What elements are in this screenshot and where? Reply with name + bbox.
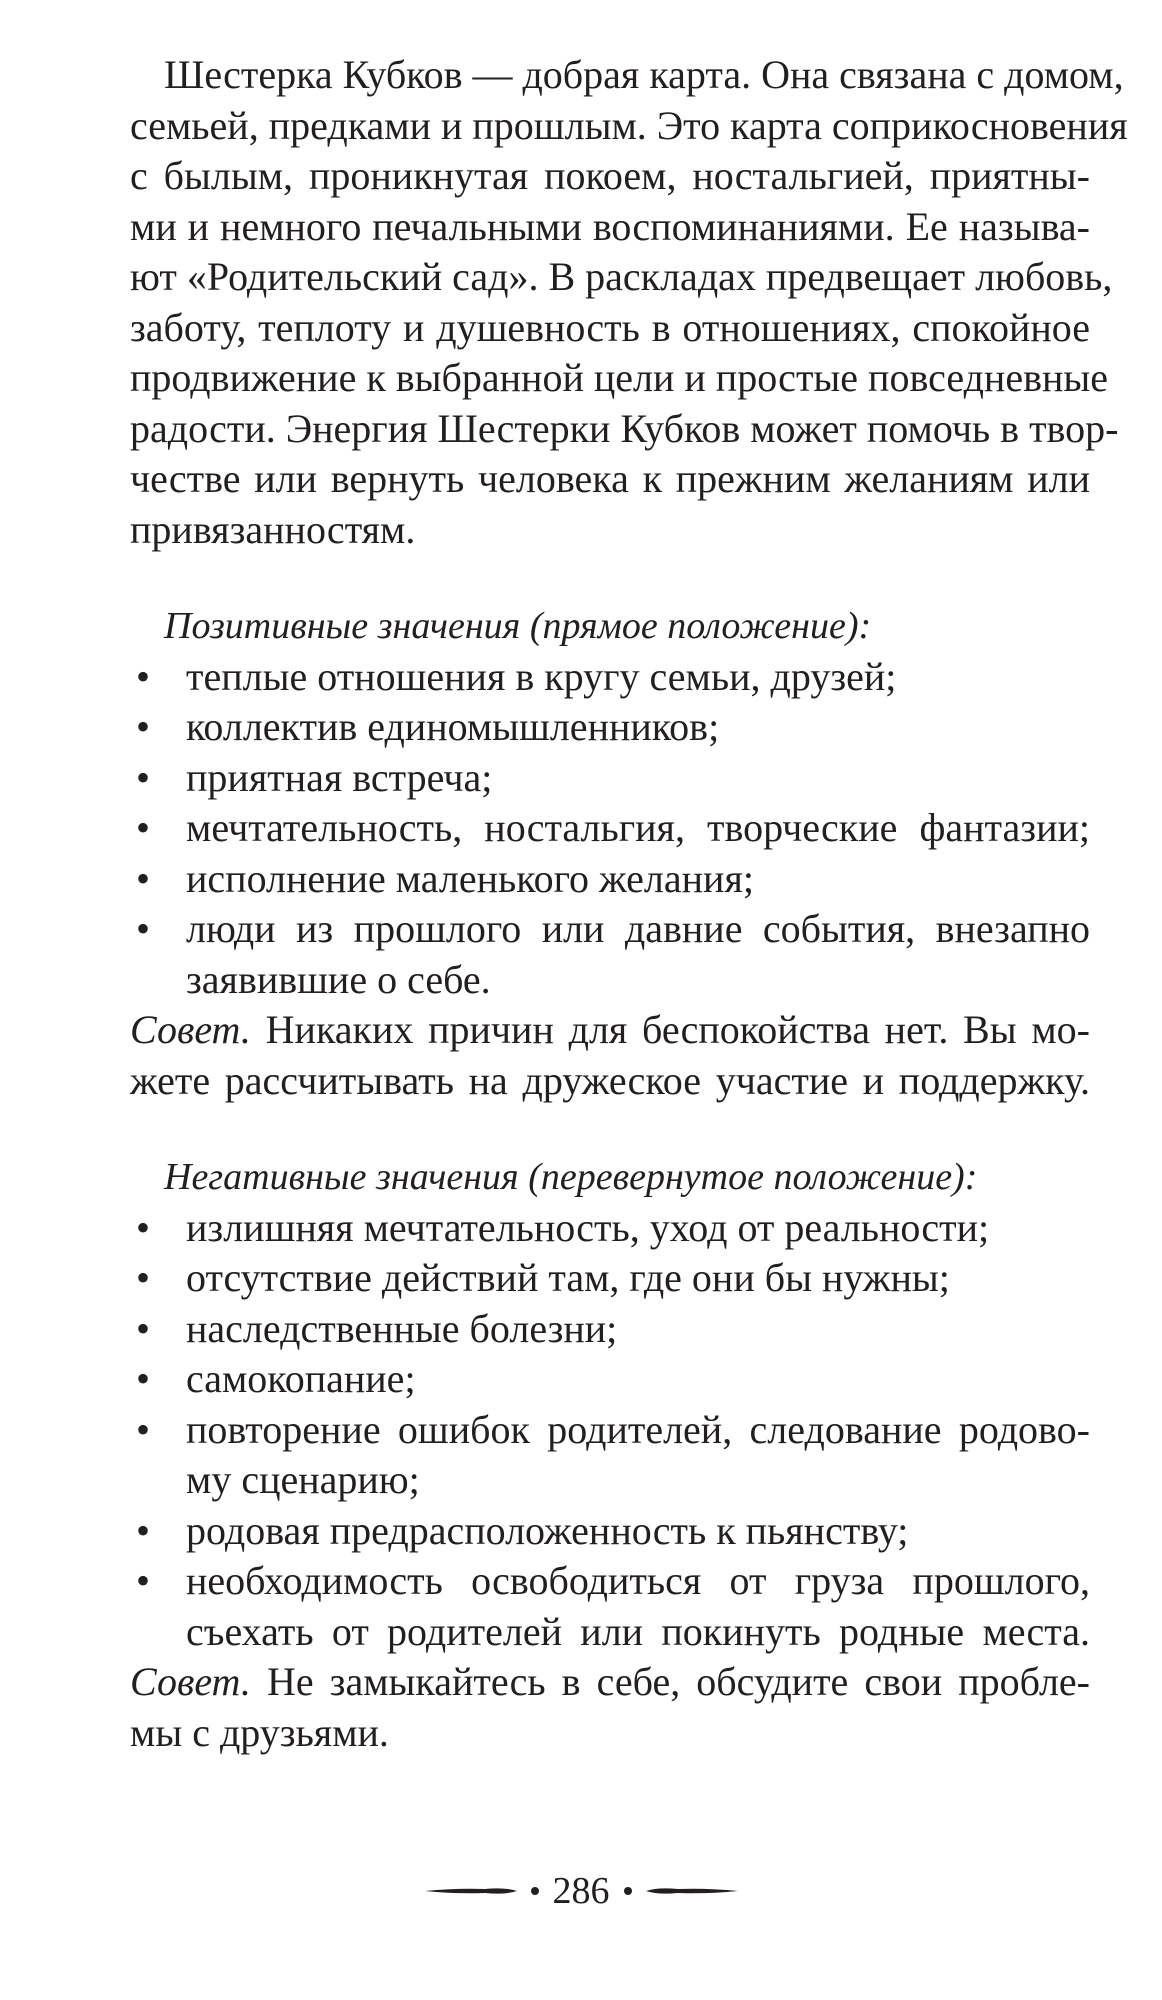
bullet-icon: • xyxy=(136,1204,151,1250)
advice-line: мы с друзьями. xyxy=(130,1709,389,1755)
list-item-line: исполнение маленького желания; xyxy=(186,855,754,901)
bullet-icon: • xyxy=(136,754,151,800)
list-item-line: люди из прошлого или давние события, внезапно xyxy=(186,906,1090,951)
list-item xyxy=(130,1556,1090,1657)
list-item xyxy=(130,753,1090,804)
intro-line: честве или вернуть человека к прежним желаниям или xyxy=(130,456,1090,501)
intro-line: семьей, предками и прошлым. Это карта соприкосновения xyxy=(130,102,1128,148)
footer-dot-icon xyxy=(624,1887,632,1895)
advice-line xyxy=(130,1005,1090,1056)
list-item-line: му сценарию; xyxy=(186,1457,420,1502)
negative-list xyxy=(130,1203,1090,1658)
list-item xyxy=(130,1506,1090,1557)
bullet-icon: • xyxy=(136,1406,151,1452)
intro-line: ми и немного печальными воспоминаниями. Ее называ- xyxy=(130,203,1090,249)
list-item-line: излишняя мечтательность, уход от реальности; xyxy=(186,1204,990,1250)
bullet-icon: • xyxy=(136,906,151,951)
negative-advice xyxy=(130,1657,1090,1758)
list-item-line: заявившие о себе. xyxy=(186,956,491,1002)
list-item-line: съехать от родителей или покинуть родные места. xyxy=(186,1608,1090,1654)
page-body xyxy=(130,50,1128,1758)
bullet-icon: • xyxy=(136,1507,151,1553)
list-item xyxy=(130,1405,1090,1506)
advice-line xyxy=(130,1657,1090,1708)
bullet-icon: • xyxy=(136,805,151,850)
bullet-icon: • xyxy=(136,704,151,749)
list-item-line: самокопание; xyxy=(186,1356,416,1401)
advice-text: Не замыкайтесь в себе, обсудите свои пробле- xyxy=(250,1659,1090,1704)
bullet-icon: • xyxy=(136,1305,151,1351)
intro-line: продвижение к выбранной цели и простые повседневные xyxy=(130,355,1109,400)
negative-section-title: Негативные значения (перевернутое положение): xyxy=(164,1156,978,1198)
right-ornament-icon xyxy=(646,1884,738,1898)
bullet-icon: • xyxy=(136,1558,151,1603)
positive-list xyxy=(130,652,1090,1006)
list-item-line: приятная встреча; xyxy=(186,754,493,800)
list-item-line: необходимость освободиться от груза прошлого, xyxy=(186,1558,1090,1603)
list-item xyxy=(130,904,1090,1005)
advice-text: Никаких причин для беспокойства нет. Вы мо- xyxy=(250,1007,1090,1052)
positive-section-title: Позитивные значения (прямое положение): xyxy=(164,605,872,647)
positive-advice xyxy=(130,1005,1090,1106)
bullet-icon: • xyxy=(136,855,151,901)
bullet-icon: • xyxy=(136,1356,151,1401)
list-item xyxy=(130,803,1090,854)
list-item xyxy=(130,702,1090,753)
intro-line: ют «Родительский сад». В раскладах предвещает любовь, xyxy=(130,254,1113,299)
intro-line: привязанностям. xyxy=(130,506,416,552)
intro-line: Шестерка Кубков — добрая карта. Она связана с домом, xyxy=(164,52,1124,97)
list-item-line: наследственные болезни; xyxy=(186,1305,618,1351)
page-number: 286 xyxy=(552,1870,610,1912)
intro-line: с былым, проникнутая покоем, ностальгией, приятны- xyxy=(130,153,1090,198)
page-footer xyxy=(0,1866,1162,1916)
bullet-icon: • xyxy=(136,653,151,699)
left-ornament-icon xyxy=(425,1884,517,1898)
intro-line: радости. Энергия Шестерки Кубков может помочь в твор- xyxy=(130,405,1119,451)
bullet-icon: • xyxy=(136,1255,151,1300)
advice-label: Совет. xyxy=(130,1007,251,1052)
intro-paragraph xyxy=(130,50,1128,555)
footer-dot-icon xyxy=(531,1887,539,1895)
list-item-line: отсутствие действий там, где они бы нужны; xyxy=(186,1255,950,1300)
list-item xyxy=(130,854,1090,905)
list-item-line: теплые отношения в кругу семьи, друзей; xyxy=(186,653,897,699)
list-item xyxy=(130,1304,1090,1355)
advice-line: жете рассчитывать на дружеское участие и поддержку. xyxy=(130,1057,1090,1103)
advice-label: Совет. xyxy=(130,1659,251,1704)
list-item-line: родовая предрасположенность к пьянству; xyxy=(186,1507,909,1553)
list-item xyxy=(130,1253,1090,1304)
list-item-line: повторение ошибок родителей, следование родово- xyxy=(186,1406,1090,1452)
list-item xyxy=(130,1354,1090,1405)
list-item-line: мечтательность, ностальгия, творческие фантазии; xyxy=(186,805,1090,850)
intro-line: заботу, теплоту и душевность в отношениях, спокойное xyxy=(130,304,1090,350)
list-item-line: коллектив единомышленников; xyxy=(186,704,720,749)
list-item xyxy=(130,652,1090,703)
list-item xyxy=(130,1203,1090,1254)
